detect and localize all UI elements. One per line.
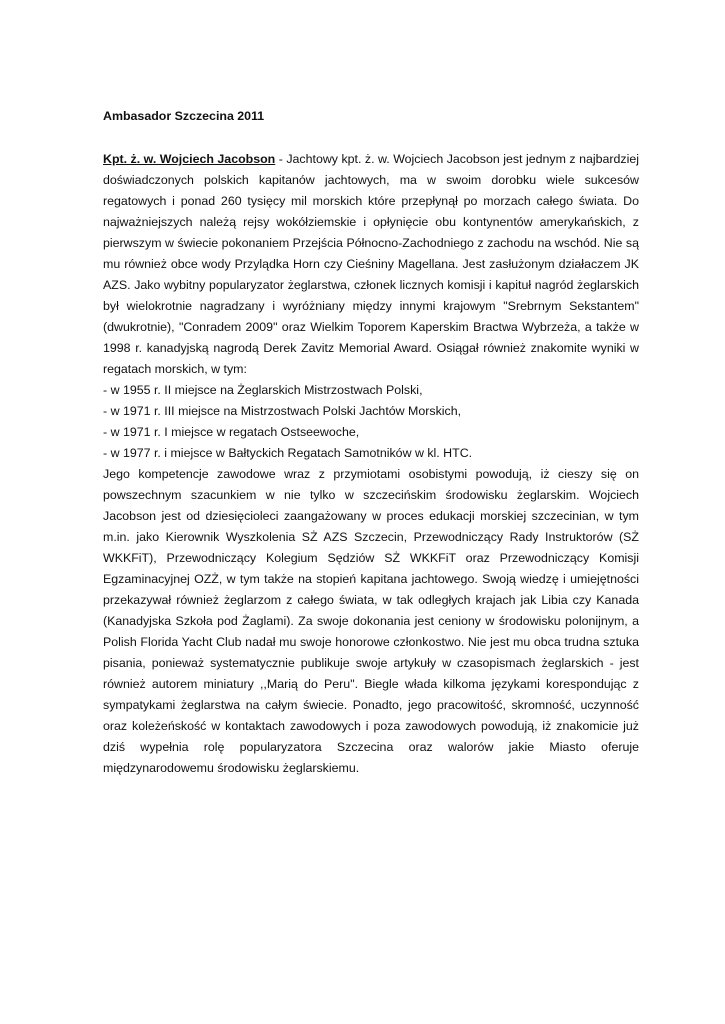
intro-text: - Jachtowy kpt. ż. w. Wojciech Jacobson jest jednym z najbardziej doświadczonych polskich kapitanów jachtowych, ma w swoim dorobku wiele sukcesów regatowych i ponad 260 tysięcy mil morskich które przepłynął po morzach całego świata. Do najważniejszych należą rejsy wokółziemskie i opłynięcie obu kontynentów amerykańskich, z pierwszym w świecie pokonaniem Przejścia Północno-Zachodniego z zachodu na wschód. Nie są mu również obce wody Przylądka Horn czy Cieśniny Magellana. Jest zasłużonym działaczem JK AZS. Jako wybitny popularyzator żeglarstwa, członek licznych komisji i kapituł nagród żeglarskich był wielokrotnie nagradzany i wyróżniany między innymi krajowym "Srebrnym Sekstantem" (dwukrotnie), "Conradem 2009" oraz Wielkim Toporem Kaperskim Bractwa Wybrzeża, a także w 1998 r. kanadyjską nagrodą Derek Zavitz Memorial Award. Osiągał również znakomite wyniki w regatach morskich, w tym: xyxy=(103,152,639,376)
achievement-item: - w 1977 r. i miejsce w Bałtyckich Regatach Samotników w kl. HTC. xyxy=(103,446,473,460)
document-body xyxy=(103,106,639,779)
achievement-item: - w 1955 r. II miejsce na Żeglarskich Mistrzostwach Polski, xyxy=(103,383,423,397)
achievement-item: - w 1971 r. I miejsce w regatach Ostseewoche, xyxy=(103,425,360,439)
achievement-item: - w 1971 r. III miejsce na Mistrzostwach Polski Jachtów Morskich, xyxy=(103,404,462,418)
person-name: Kpt. ż. w. Wojciech Jacobson xyxy=(103,152,276,166)
document-heading: Ambasador Szczecina 2011 xyxy=(103,109,265,123)
closing-paragraph: Jego kompetencje zawodowe wraz z przymiotami osobistymi powodują, iż cieszy się on powszechnym szacunkiem w nie tylko w szczecińskim środowisku żeglarskim. Wojciech Jacobson jest od dziesięcioleci zaangażowany w proces edukacji morskiej szczecinian, w tym m.in. jako Kierownik Wyszkolenia SŻ AZS Szczecin, Przewodniczący Rady Instruktorów (SŻ WKKFiT), Przewodniczący Kolegium Sędziów SŻ WKKFiT oraz Przewodniczący Komisji Egzaminacyjnej OZŻ, w tym także na stopień kapitana jachtowego. Swoją wiedzę i umiejętności przekazywał również żeglarzom z całego świata, w tak odległych krajach jak Libia czy Kanada (Kanadyjska Szkoła pod Żaglami). Za swoje dokonania jest ceniony w środowisku polonijnym, a Polish Florida Yacht Club nadał mu swoje honorowe członkostwo. Nie jest mu obca trudna sztuka pisania, ponieważ systematycznie publikuje swoje artykuły w czasopismach żeglarskich - jest również autorem miniatury ,,Marią do Peru". Biegle włada kilkoma językami korespondując z sympatykami żeglarstwa na całym świecie. Ponadto, jego pracowitość, skromność, uczynność oraz koleżeńskość w kontaktach zawodowych i poza zawodowych powodują, iż znakomicie już dziś wypełnia rolę popularyzatora Szczecina oraz walorów jakie Miasto oferuje międzynarodowemu środowisku żeglarskiemu. xyxy=(103,467,639,775)
achievements-list xyxy=(103,380,639,464)
intro-paragraph xyxy=(103,149,639,380)
